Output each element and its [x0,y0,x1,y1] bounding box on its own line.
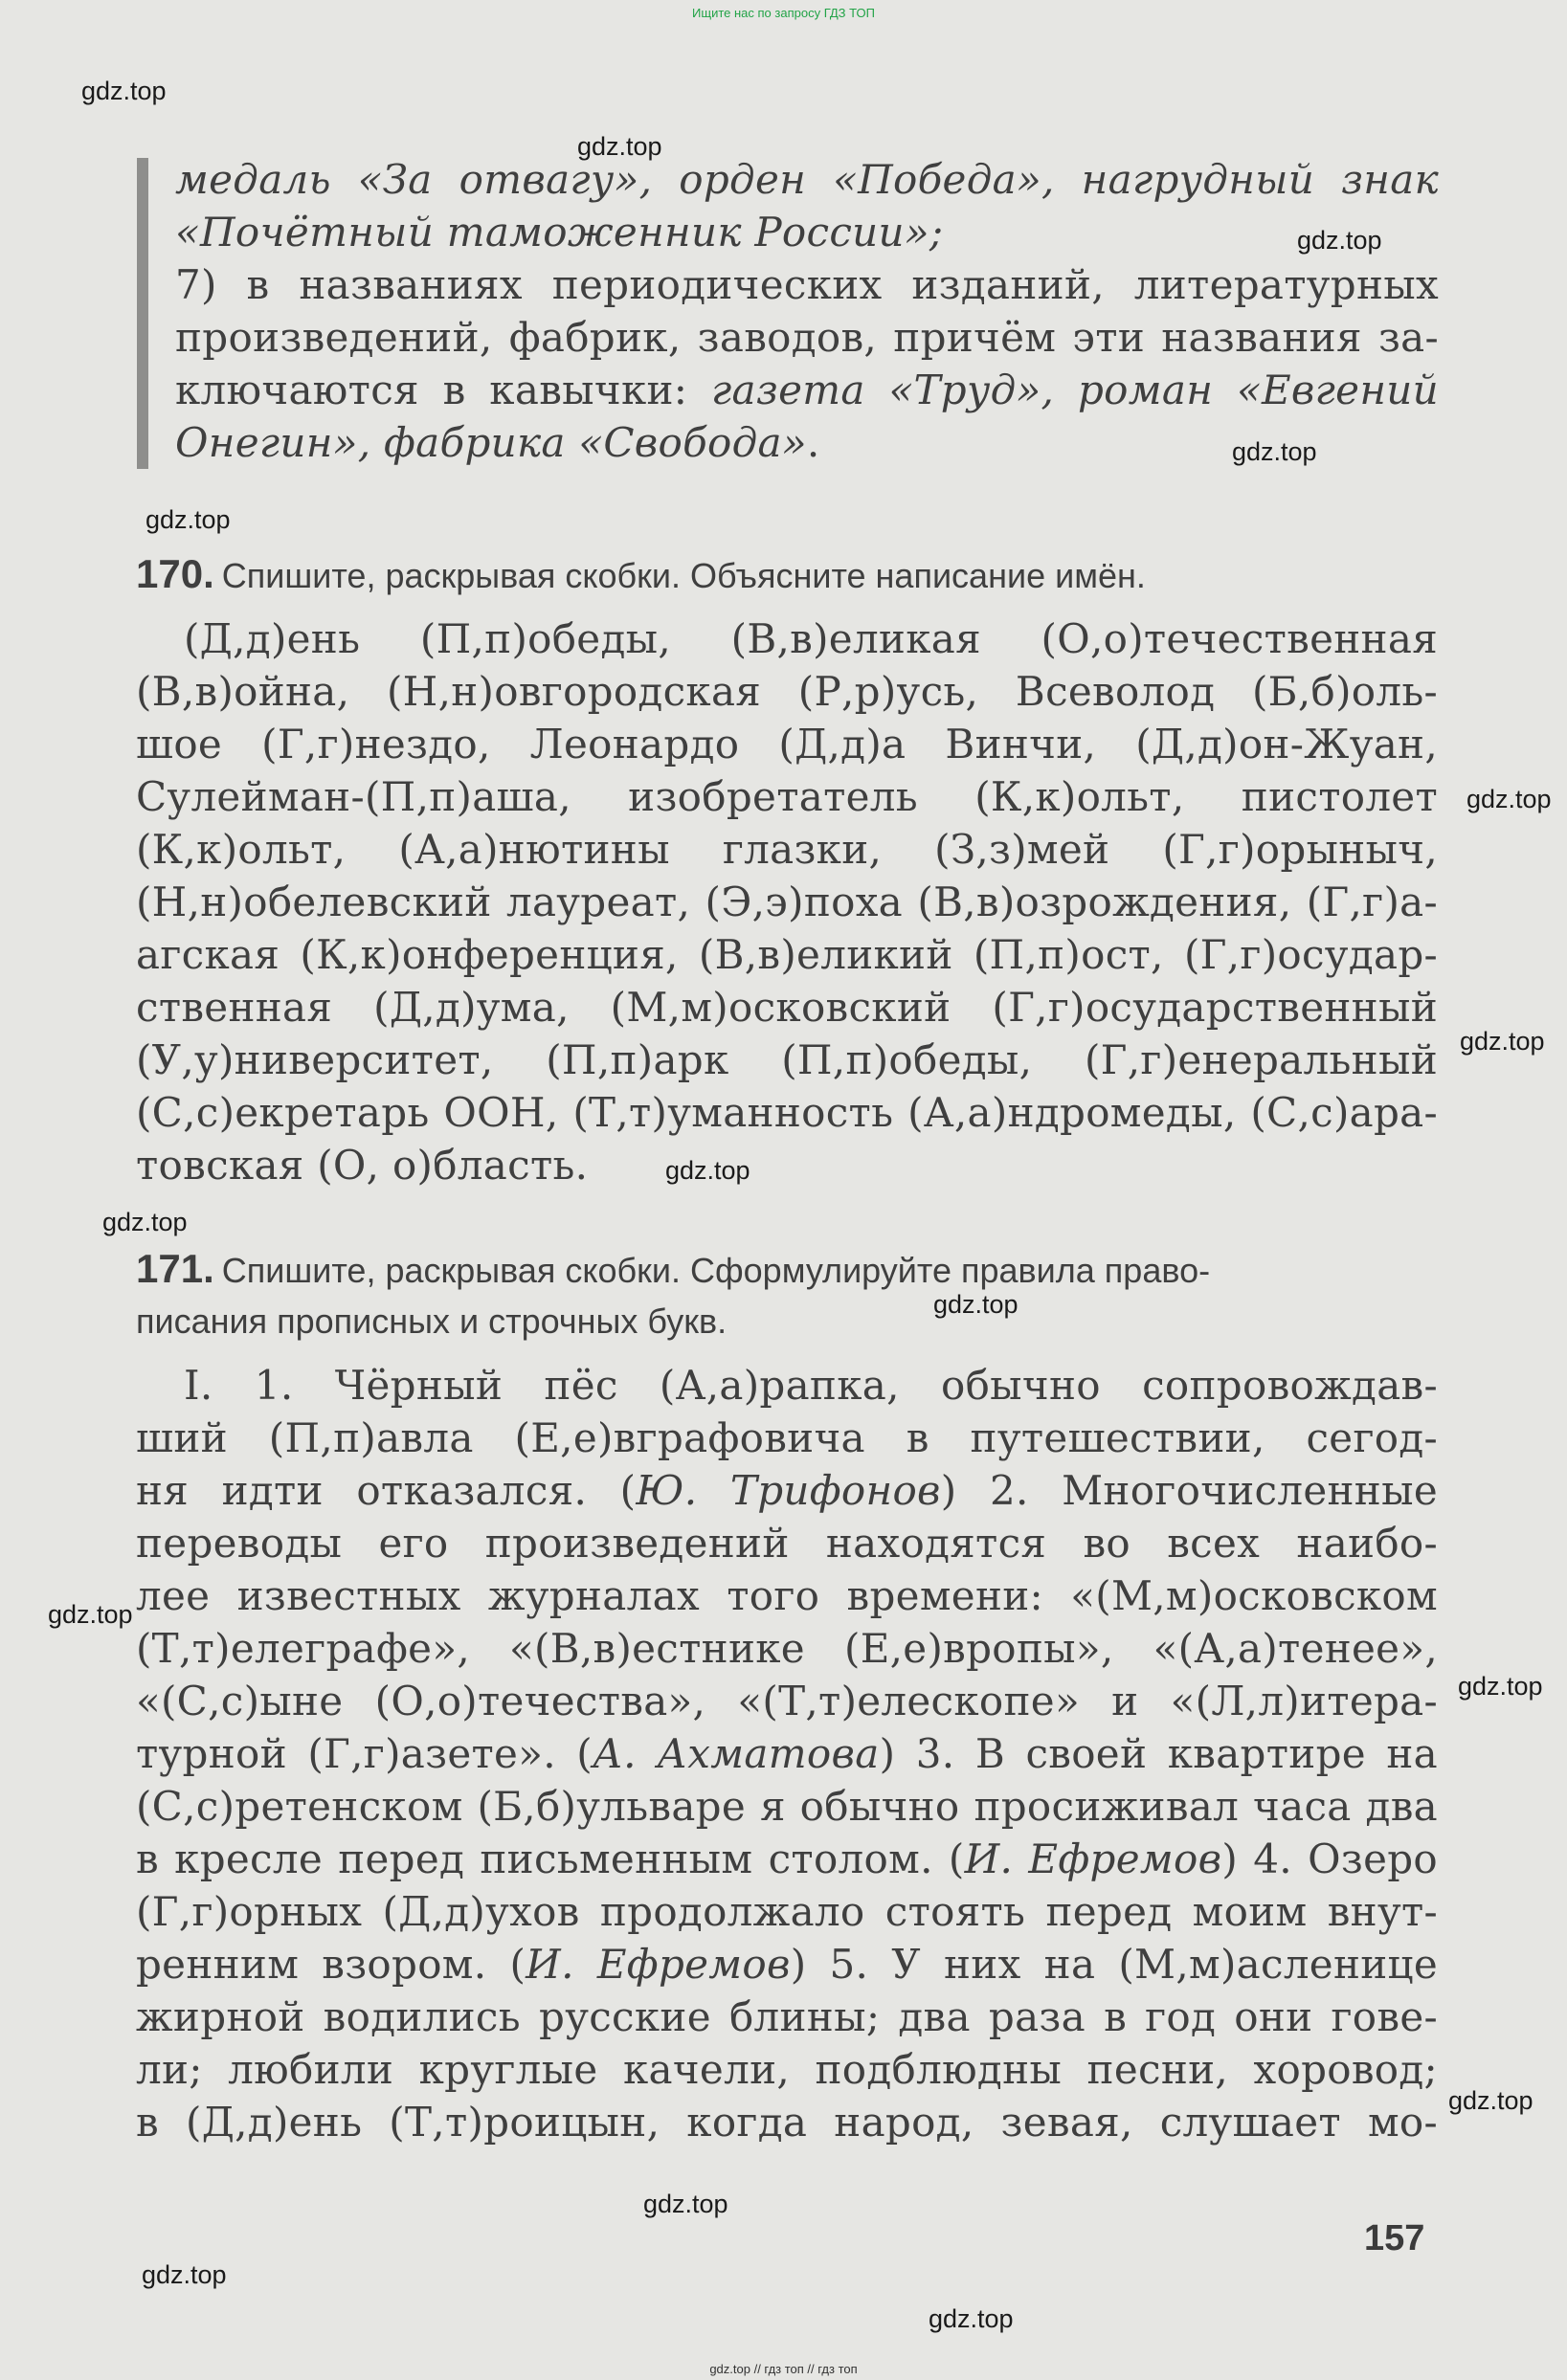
page-number: 157 [1364,2218,1425,2258]
text-line: Сулейман-(П,п)аша, изобретатель (К,к)ольт, пистолет [136,773,1438,820]
text-line: в (Д,д)ень (Т,т)роицын, когда народ, зевая, слушает мо- [136,2099,1438,2146]
text-segment: ) 2. Многочисленные [940,1467,1438,1514]
author-name: Ю. Трифонов [636,1467,941,1514]
rule-example: Онегин», фабрика «Свобода» [175,419,807,466]
exercise-instruction: Спишите, раскрывая скобки. Объясните написание имён. [221,556,1146,595]
exercise-number: 170. [136,551,214,596]
text-line: (У,у)ниверситет, (П,п)арк (П,п)обеды, (Г,г)енеральный [136,1036,1438,1083]
text-segment: ) 4. Озеро [1221,1835,1439,1882]
text-segment: турной (Г,г)азете». ( [136,1730,593,1777]
rule-line: произведений, фабрик, заводов, причём эти названия за- [175,314,1439,361]
text-line: (Н,н)обелевский лауреат, (Э,э)поха (В,в)озрождения, (Г,г)а- [136,879,1438,925]
text-line: (Т,т)елеграфе», «(В,в)естнике (Е,е)вропы», «(А,а)тенее», [136,1625,1438,1672]
rule-text: ключаются в кавычки: [175,367,712,413]
text-line: агская (К,к)онференция, (В,в)еликий (П,п)ост, (Г,г)осудар- [136,931,1438,978]
exercise-170-text [136,612,1438,1191]
text-line: (С,с)ретенском (Б,б)ульваре я обычно просиживал часа два [136,1783,1438,1830]
watermark: gdz.top [933,1290,1019,1319]
text-segment: ) 3. В своей квартире на [879,1730,1438,1777]
author-name: И. Ефремов [964,1835,1222,1882]
watermark: gdz.top [142,2260,227,2289]
text-line [136,1727,1438,1780]
watermark: gdz.top [1460,1027,1545,1056]
exercise-number: 171. [136,1246,214,1291]
exercise-instruction: Спишите, раскрывая скобки. Сформулируйте правила право- [221,1251,1211,1290]
watermark: gdz.top [1466,785,1552,813]
rule-block [175,153,1439,469]
text-line: (В,в)ойна, (Н,н)овгородская (Р,р)усь, Всеволод (Б,б)оль- [136,668,1438,715]
text-line: ли; любили круглые качели, подблюдны песни, хоровод; [136,2046,1438,2093]
text-segment: ня идти отказался. ( [136,1467,637,1514]
header-search-note: Ищите нас по запросу ГДЗ ТОП [692,6,875,20]
author-name: А. Ахматова [592,1730,880,1777]
author-name: И. Ефремов [526,1941,791,1988]
text-line: (Г,г)орных (Д,д)ухов продолжало стоять перед моим внут- [136,1888,1438,1935]
text-line: товская (О, о)бласть. [136,1142,589,1189]
exercise-instruction-continued: писания прописных и строчных букв. [136,1301,728,1341]
watermark: gdz.top [929,2304,1014,2333]
watermark: gdz.top [102,1208,188,1236]
rule-line [175,416,1439,469]
watermark: gdz.top [48,1600,133,1629]
watermark: gdz.top [643,2190,728,2218]
watermark: gdz.top [1458,1672,1543,1701]
watermark: gdz.top [577,132,662,161]
text-line: «(С,с)ыне (О,о)течества», «(Т,т)елескопе» и «(Л,л)итера- [136,1678,1438,1724]
rule-sidebar-bar [137,158,148,469]
text-line [136,1464,1438,1517]
text-line: переводы его произведений находятся во всех наибо- [136,1520,1438,1567]
exercise-171 [136,1242,1438,1347]
exercise-170 [136,547,1438,600]
exercise-heading [136,1242,1438,1295]
text-line: I. 1. Чёрный пёс (А,а)рапка, обычно сопровождав- [184,1362,1438,1409]
text-line: (Д,д)ень (П,п)обеды, (В,в)еликая (О,о)течественная [184,615,1438,662]
text-segment: в кресле перед письменным столом. ( [136,1835,965,1882]
rule-line: медаль «За отвагу», орден «Победа», нагрудный знак [175,156,1439,203]
text-line [136,1938,1438,1991]
exercise-171-text [136,1359,1438,2148]
watermark: gdz.top [1232,437,1317,466]
watermark: gdz.top [1297,226,1382,255]
text-line [136,1833,1438,1885]
watermark: gdz.top [146,505,231,534]
text-segment: ренним взором. ( [136,1941,526,1988]
footer-note: gdz.top // гдз топ // гдз топ [709,2362,858,2376]
rule-line [175,364,1439,416]
text-line: ственная (Д,д)ума, (М,м)осковский (Г,г)осударственный [136,984,1438,1031]
text-line: (С,с)екретарь ООН, (Т,т)уманность (А,а)ндромеды, (С,с)ара- [136,1089,1438,1136]
rule-line: «Почётный таможенник России»; [175,209,944,256]
watermark: gdz.top [665,1156,750,1185]
exercise-heading [136,547,1438,600]
rule-text: . [806,419,820,466]
rule-line: 7) в названиях периодических изданий, литературных [175,261,1439,308]
text-line: шое (Г,г)нездо, Леонардо (Д,д)а Винчи, (Д,д)он-Жуан, [136,721,1438,767]
text-line: ший (П,п)авла (Е,е)вграфовича в путешествии, сегод- [136,1414,1438,1461]
text-line: (К,к)ольт, (А,а)нютины глазки, (З,з)мей (Г,г)орыныч, [136,826,1438,873]
rule-example: газета «Труд», роман «Евгений [711,367,1439,413]
text-segment: ) 5. У них на (М,м)асленице [790,1941,1439,1988]
text-line: жирной водились русские блины; два раза в год они гове- [136,1993,1438,2040]
watermark: gdz.top [1448,2086,1533,2115]
watermark: gdz.top [81,77,167,105]
text-line: лее известных журналах того времени: «(М,м)осковском [136,1572,1438,1619]
